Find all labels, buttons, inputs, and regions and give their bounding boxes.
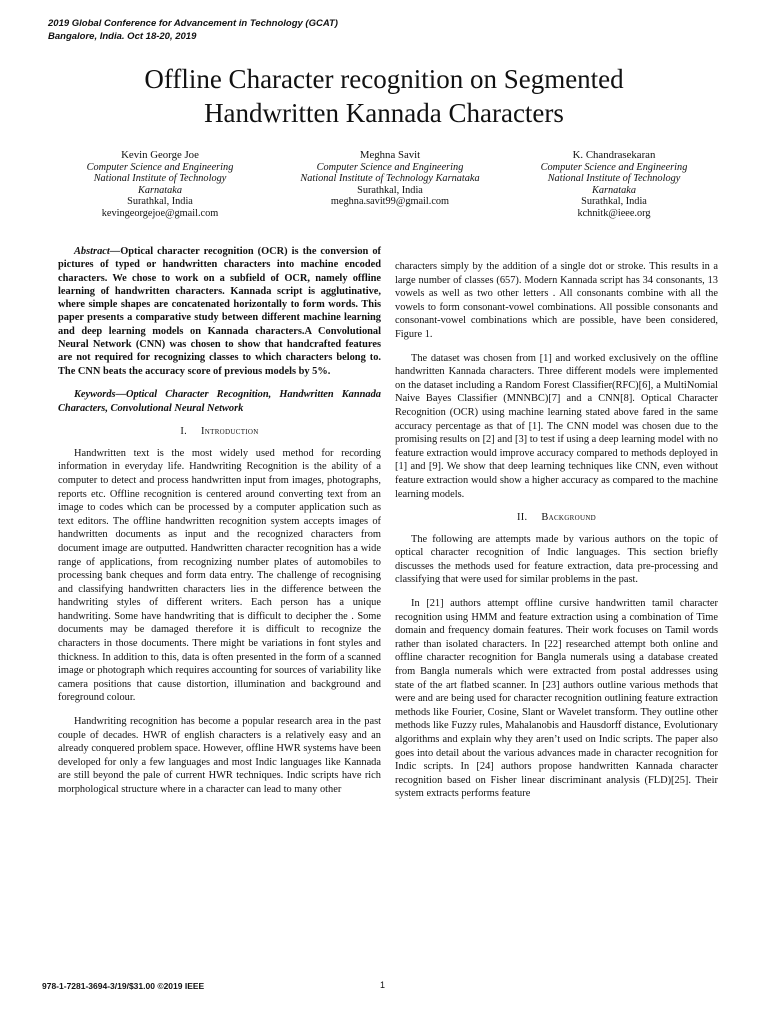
section-number: I. [180, 426, 188, 438]
author-1 [40, 150, 280, 220]
author-3 [494, 150, 734, 220]
conference-name: 2019 Global Conference for Advancement in Technology (GCAT) [48, 18, 338, 29]
left-column [58, 245, 381, 807]
footer-copyright: 978-1-7281-3694-3/19/$31.00 ©2019 IEEE [42, 981, 205, 991]
author-city: Surathkal, India [357, 184, 423, 196]
author-name: K. Chandrasekaran [572, 149, 656, 161]
author-city: Surathkal, India [127, 196, 193, 208]
author-city: Surathkal, India [581, 196, 647, 208]
background-paragraph-1: The following are attempts made by various authors on the topic of optical character recognition of Indic languages. This section briefly discusses the methods used for feature extraction, data pre-processing and classifying that were used for similar problems in the past. [395, 533, 718, 586]
author-state: Karnataka [137, 184, 183, 196]
author-dept: Computer Science and Engineering [86, 161, 234, 173]
conference-header [48, 17, 338, 43]
author-dept: Computer Science and Engineering [316, 161, 464, 173]
page-number: 1 [380, 980, 386, 990]
author-name: Meghna Savit [359, 149, 421, 161]
author-email: meghna.savit99@gmail.com [330, 196, 450, 208]
intro-paragraph-3: The dataset was chosen from [1] and worked exclusively on the offline handwritten Kannada characters. Three different models were implemented on the dataset including a Random Forest Classifier(RFC)[6], a MultiNomial Naive Bayes Classifier (MNNBC)[7] and a CNN[8]. Optical Character Recognition (OCR) using machine learning stated above fared in the same accuracy percentage as that of [1]. The CNN model was chosen due to the promising results on [2] and [3] to test if using a deep learning model with no feature extraction would improve accuracy compared to methods deployed in [1] and [9]. We show that deep learning techniques like CNN, even without feature extraction would show a higher accuracy as compared to the machine learning models. [395, 352, 718, 500]
author-block [40, 150, 728, 230]
intro-paragraph-1: Handwritten text is the most widely used method for recording information in everyday life. Handwriting Recognition is the ability of a computer to detect and process handwritten input from images, photographs, reports etc. Offline recognition is centered around converting text from an image to codes which can be processed by a computer application such as text editors. The offline handwritten recognition system accepts images of handwritten documents as input and the recognized characters from document image are outputted. Handwritten character recognition has a wide range of applications, from recognizing number plates of automobiles to processing bank cheques and form data entry. The challenge of recognising and classifying handwritten characters lies in the difference between the handwriting styles of different writers. Each person has a unique handwriting. Some have handwriting that is difficult to decipher the . Some documents may be damaged therefore it is difficult to recognize the characters in those documents. There might be variations in font styles and thickness. In addition to this, data is often presented in the form of a scanned image or photograph which requires accounting for sources of variability like camera positions that cause distortion, illumination and background and foreground colour. [58, 447, 381, 704]
section-title: Background [541, 512, 597, 524]
intro-paragraph-continued: characters simply by the addition of a single dot or stroke. This results in a large number of classes (657). Modern Kannada script has 34 consonants, 13 vowels as well as two other letters . All consonants combine with all the vowels to form consonant-vowel combinations. All possible consonants and consonant-vowel combinations which are possible, have been considered, Figure 1. [395, 261, 718, 340]
paper-title [40, 62, 728, 130]
abstract [58, 245, 381, 378]
author-name: Kevin George Joe [121, 149, 199, 161]
abstract-text: Optical character recognition (OCR) is the conversion of pictures of typed or handwritten characters into machine encoded characters. We chose to work on a subfield of OCR, namely offline learning of handwritten characters. Kannada script is agglutinative, where simple shapes are concatenated horizontally to form words. This paper presents a comparative study between different machine learning and deep learning models on Kannada characters.A Convolutional Neural Network (CNN) was chosen to show that handcrafted features are not required for recognizing classes to which characters belong to. The CNN beats the accuracy score of previous models by 5%. [58, 246, 381, 377]
intro-paragraph-2: Handwriting recognition has become a popular research area in the past couple of decades. HWR of english characters is a relatively easy and an already conquered problem space. However, offline HWR systems have been developed for only a few languages and most Indic languages like Kannada are still beyond the pale of current HWR techniques. Indic scripts have rich morphological structure where in a character can lead to many other [58, 716, 381, 795]
author-institution: National Institute of Technology [93, 173, 227, 185]
author-2 [270, 150, 510, 208]
background-paragraph-2: In [21] authors attempt offline cursive handwritten tamil character recognition using HMM and feature extraction using a combination of Time domain and frequency domain features. Their work focuses on Tamil words rather than isolated characters. In [22] researched attempt both online and offline character recognition for Bangla numerals using a database created from Bangla numerals which were extracted from postal addresses using state of the art flatbed scanner. In [23] authors outline various methods that were and are being used for character recognition outlining feature extraction methods like Fourier, Cosine, Slant or Wavelet transform. They outline other methods like Fuzzy rules, Mahalanobis and Hausdorff distance, Evolutionary algorithms and explain why they aren’t used on Indic scripts. The paper also goes into detail about the various advances made in character recognition for Indic scripts. In [24] authors propose handwritten Kannada character recognition based on Fisher linear discriminant analysis (FLD)[25]. Their system extracts performs feature [395, 598, 718, 800]
author-email: kchnitk@ieee.org [577, 207, 651, 219]
author-institution: National Institute of Technology [547, 173, 681, 185]
section-title: Introduction [201, 426, 259, 438]
author-email: kevingeorgejoe@gmail.com [101, 207, 219, 219]
title-line-2: Handwritten Kannada Characters [204, 98, 564, 128]
section-heading-background [395, 511, 718, 525]
section-heading-introduction [58, 425, 381, 439]
abstract-label: Abstract— [74, 246, 121, 257]
author-dept: Computer Science and Engineering [540, 161, 688, 173]
conference-location: Bangalore, India. Oct 18-20, 2019 [48, 31, 197, 42]
author-state: Karnataka [591, 184, 637, 196]
title-line-1: Offline Character recognition on Segmented [144, 64, 624, 94]
section-number: II. [516, 512, 528, 524]
keywords: Keywords—Optical Character Recognition, Handwritten Kannada Characters, Convolutional Neural Network [58, 388, 381, 414]
right-column [395, 260, 718, 811]
author-institution: National Institute of Technology Karnataka [300, 173, 480, 185]
